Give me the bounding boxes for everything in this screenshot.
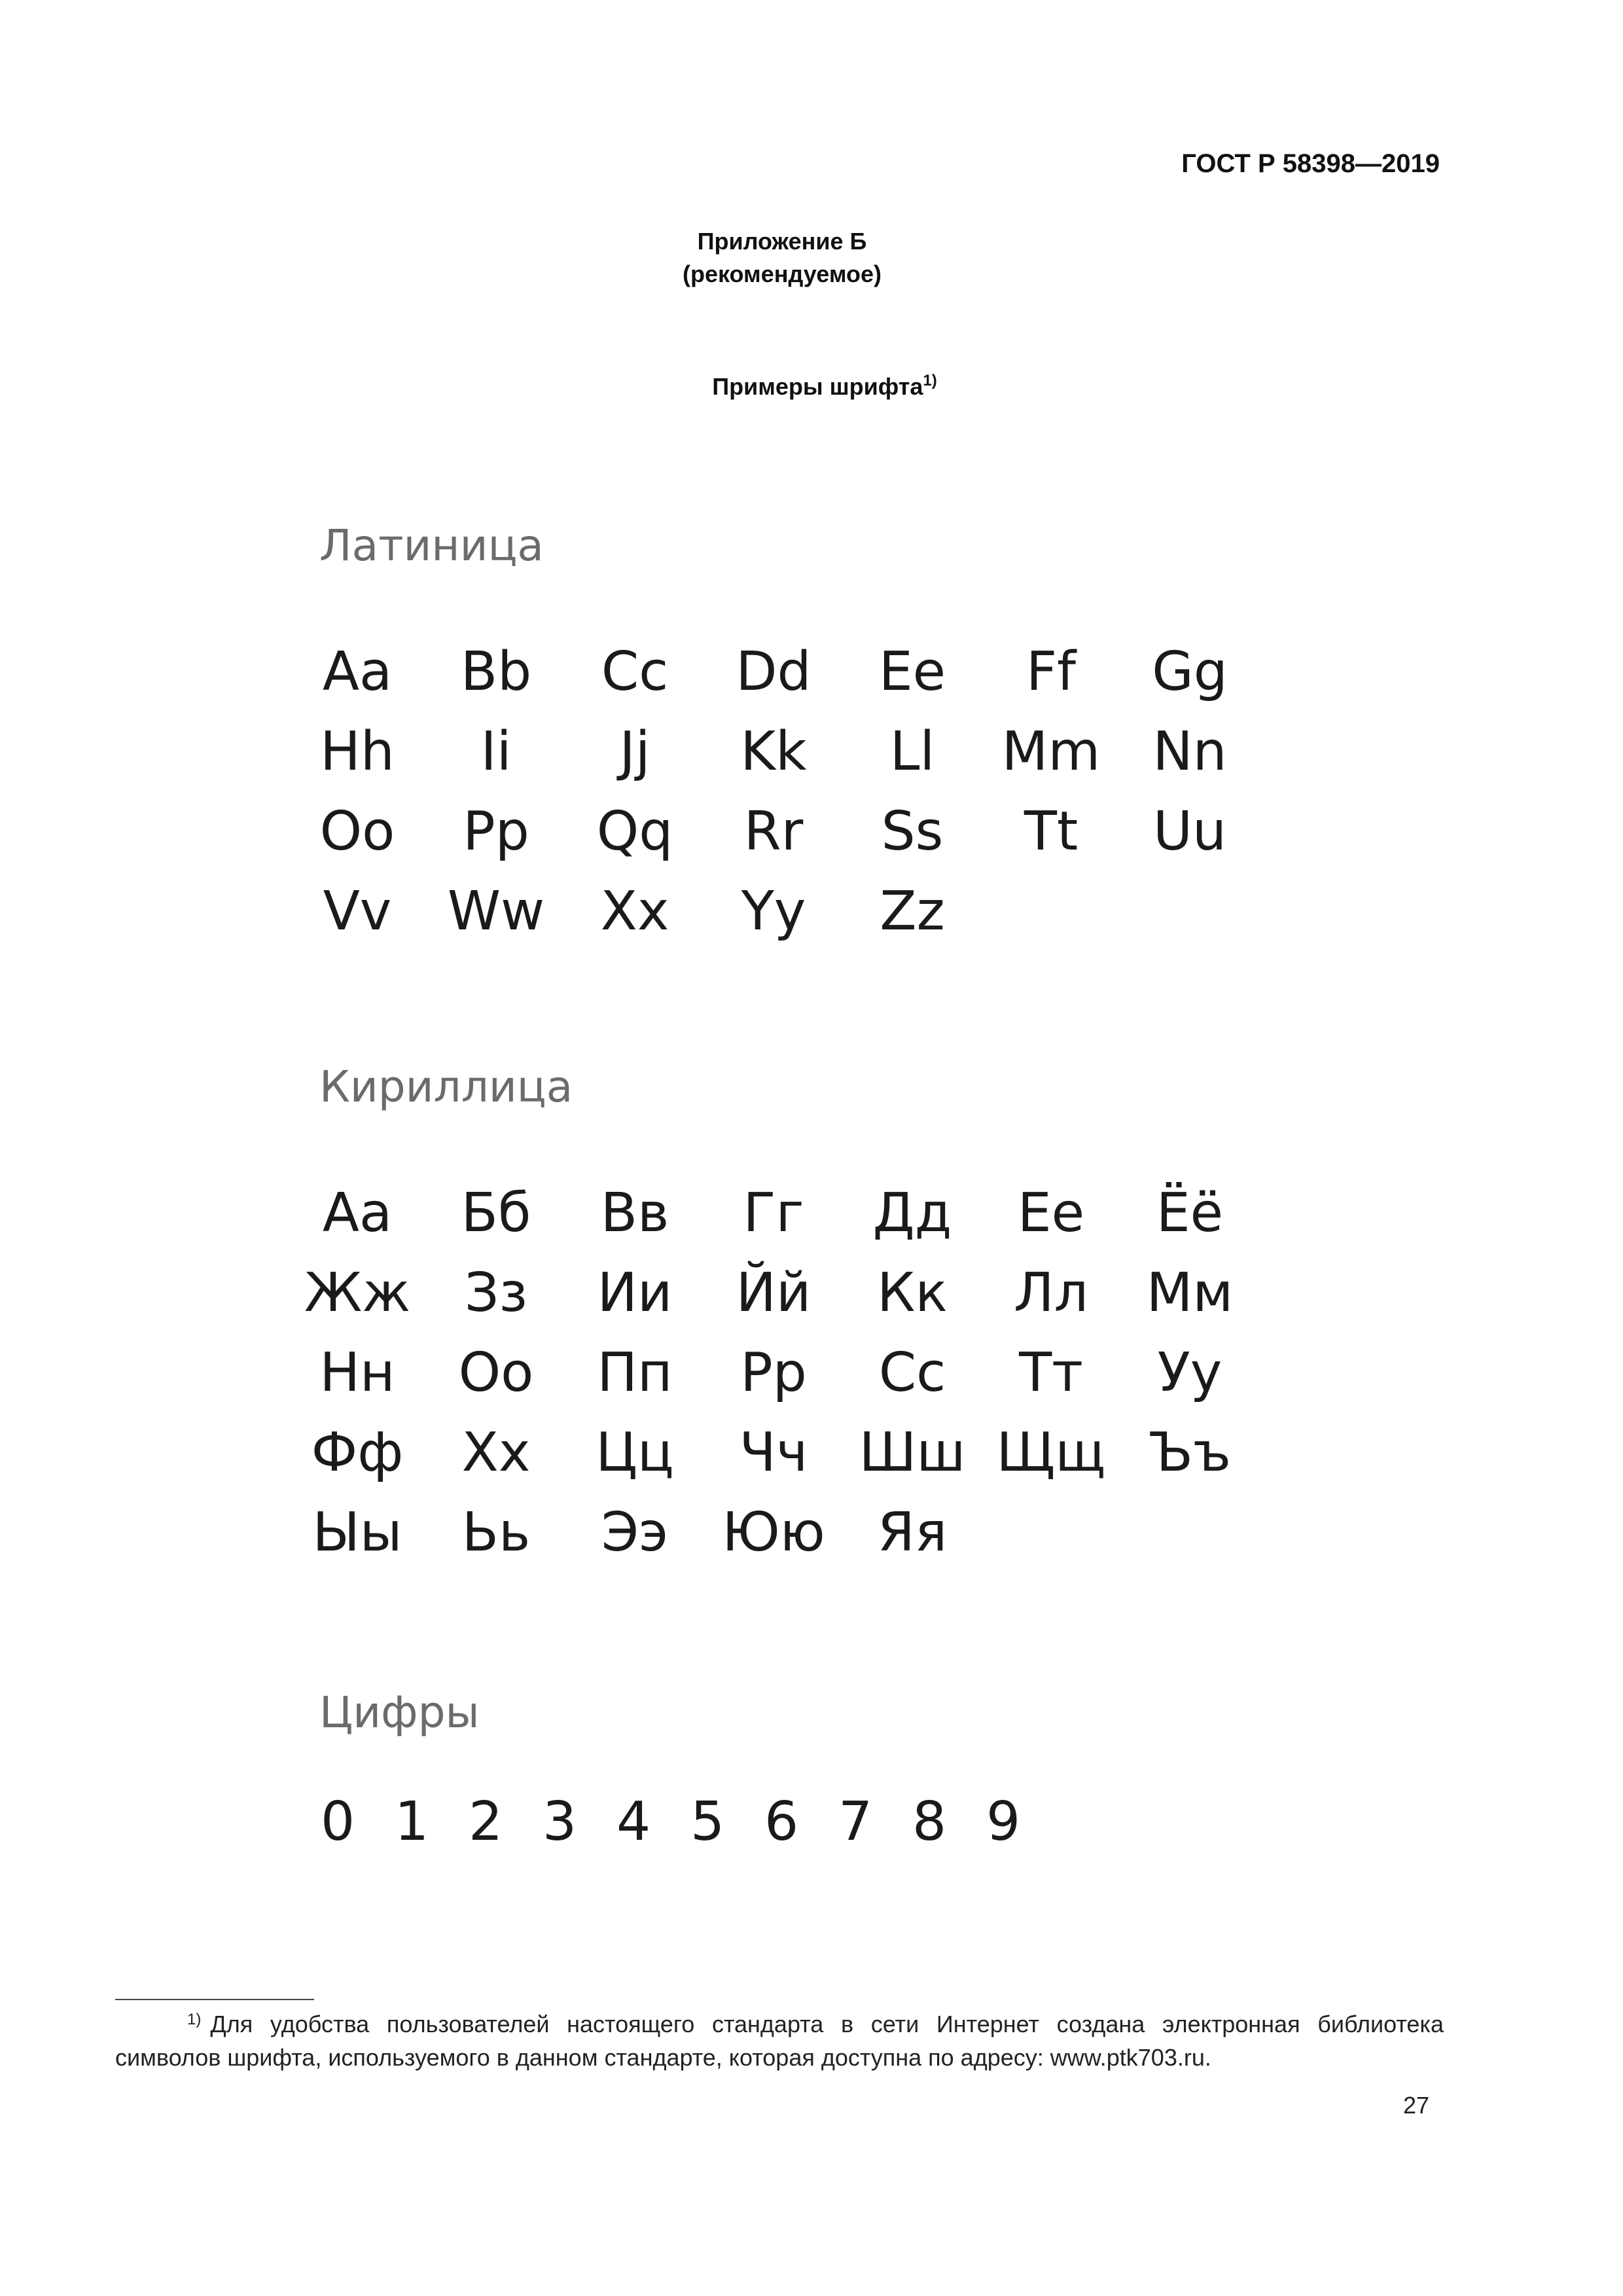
letter-pair: Гг	[743, 1181, 804, 1244]
letter-pair: Xx	[600, 880, 669, 942]
footnote	[115, 2009, 1444, 2073]
appendix-title-text: Примеры шрифта	[712, 373, 923, 400]
letter-pair: Pp	[463, 800, 529, 863]
digit: 0	[321, 1791, 355, 1853]
letter-pair: Тт	[1019, 1341, 1083, 1404]
digit: 2	[469, 1791, 503, 1853]
digit: 3	[543, 1791, 577, 1853]
letter-pair: Tt	[1024, 800, 1079, 863]
letter-pair: Жж	[304, 1261, 411, 1324]
letter-pair: Uu	[1153, 800, 1226, 863]
cyrillic-alphabet-grid	[288, 1173, 1259, 1572]
letter-pair: Nn	[1152, 720, 1227, 783]
digits-row	[321, 1791, 1060, 1853]
letter-pair: Цц	[596, 1421, 674, 1484]
letter-pair: Rr	[743, 800, 804, 863]
cyrillic-heading: Кириллица	[319, 1062, 573, 1112]
digit: 8	[912, 1791, 947, 1853]
letter-pair: Шш	[859, 1421, 966, 1484]
latin-alphabet-grid	[288, 632, 1259, 951]
letter-pair: Ёё	[1156, 1181, 1224, 1244]
letter-pair: Gg	[1152, 640, 1228, 703]
footnote-divider	[115, 1999, 314, 2000]
appendix-title	[0, 373, 1623, 401]
letter-pair: Пп	[597, 1341, 673, 1404]
letter-pair: Jj	[619, 720, 651, 783]
letter-pair: Hh	[320, 720, 395, 783]
digit: 5	[690, 1791, 725, 1853]
letter-pair: Вв	[600, 1181, 669, 1244]
letter-pair: Cc	[601, 640, 669, 703]
letter-pair: Aa	[322, 640, 393, 703]
letter-pair: Дд	[872, 1181, 952, 1244]
letter-pair: Нн	[319, 1341, 395, 1404]
letter-pair: Ьь	[461, 1501, 531, 1564]
letter-pair: Уу	[1157, 1341, 1222, 1404]
letter-pair: Чч	[739, 1421, 808, 1484]
letter-pair: Bb	[460, 640, 532, 703]
letter-pair: Ее	[1017, 1181, 1085, 1244]
digits-heading: Цифры	[319, 1687, 480, 1738]
letter-pair: Щщ	[996, 1421, 1106, 1484]
digit: 6	[764, 1791, 799, 1853]
letter-pair: Рр	[740, 1341, 807, 1404]
letter-pair: Оо	[458, 1341, 534, 1404]
footnote-reference: 1)	[923, 372, 937, 389]
letter-pair: Сс	[878, 1341, 946, 1404]
letter-pair: Зз	[464, 1261, 528, 1324]
letter-pair: Zz	[880, 880, 945, 942]
letter-pair: Ff	[1026, 640, 1077, 703]
letter-pair: Dd	[736, 640, 812, 703]
letter-pair: Oo	[319, 800, 395, 863]
letter-pair: Фф	[311, 1421, 404, 1484]
footnote-text: Для удобства пользователей настоящего стандарта в сети Интернет создана электронная библиотека символов шрифта, используемого в данном стандарте, которая доступна по адресу: www.ptk703.ru.	[115, 2011, 1444, 2071]
letter-pair: Vv	[323, 880, 392, 942]
appendix-status: (рекомендуемое)	[683, 260, 882, 287]
letter-pair: Ээ	[601, 1501, 669, 1564]
appendix-label: Приложение Б	[697, 228, 867, 255]
letter-pair: Йй	[736, 1261, 812, 1324]
latin-heading: Латиница	[319, 520, 544, 571]
digit: 1	[395, 1791, 429, 1853]
letter-pair: Яя	[877, 1501, 948, 1564]
footnote-mark: 1)	[187, 2011, 202, 2028]
page-number: 27	[1402, 2092, 1429, 2119]
digit: 4	[616, 1791, 651, 1853]
letter-pair: Аа	[322, 1181, 393, 1244]
letter-pair: Ll	[889, 720, 935, 783]
digit: 7	[838, 1791, 873, 1853]
letter-pair: Mm	[1001, 720, 1101, 783]
letter-pair: Ии	[597, 1261, 673, 1324]
letter-pair: Юю	[722, 1501, 825, 1564]
letter-pair: Ii	[480, 720, 512, 783]
letter-pair: Бб	[461, 1181, 531, 1244]
letter-pair: Кк	[877, 1261, 948, 1324]
letter-pair: Kk	[740, 720, 807, 783]
letter-pair: Мм	[1146, 1261, 1234, 1324]
appendix-heading	[0, 225, 1564, 291]
letter-pair: Ыы	[312, 1501, 402, 1564]
digit: 9	[986, 1791, 1021, 1853]
letter-pair: Yy	[741, 880, 806, 942]
letter-pair: Хх	[461, 1421, 531, 1484]
letter-pair: Ee	[878, 640, 946, 703]
document-standard-header: ГОСТ Р 58398—2019	[1181, 149, 1440, 178]
letter-pair: Ww	[447, 880, 545, 942]
letter-pair: Ъъ	[1148, 1421, 1232, 1484]
letter-pair: Лл	[1013, 1261, 1089, 1324]
letter-pair: Ss	[881, 800, 944, 863]
letter-pair: Qq	[596, 800, 673, 863]
